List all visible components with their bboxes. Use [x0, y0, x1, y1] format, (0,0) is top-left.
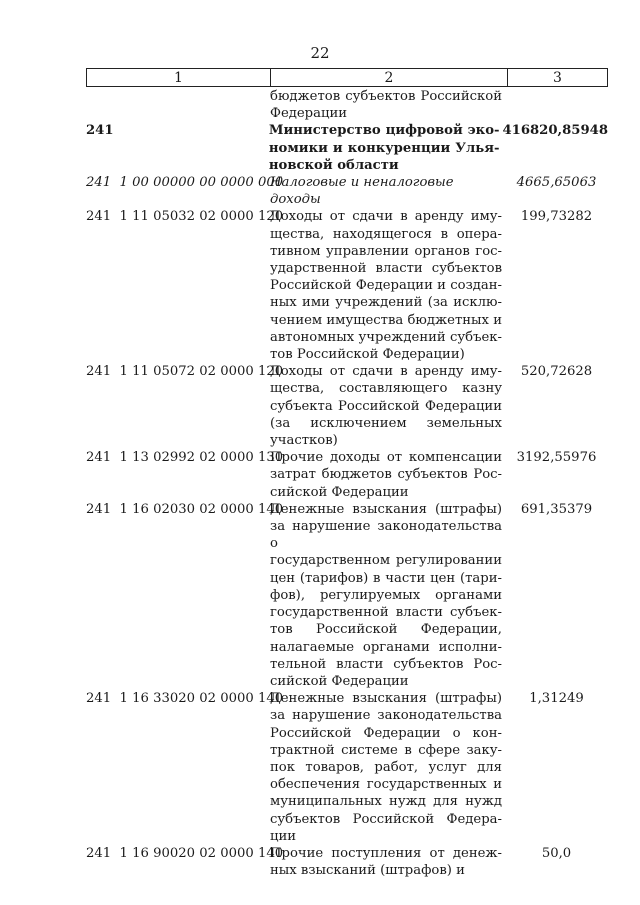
- table-row: [86, 208, 608, 363]
- description-line: Прочие доходы от компенсации: [270, 450, 502, 466]
- amount-cell: 50,0: [541, 845, 572, 861]
- table-header-row: [86, 68, 608, 87]
- description-line: Российской Федерации о кон-: [270, 725, 502, 741]
- amount-cell: 416820,85948: [502, 123, 608, 139]
- description-cell: [269, 690, 505, 845]
- description-cell: [269, 501, 505, 690]
- description-line: тов Российской Федерации): [270, 347, 465, 363]
- budget-code-cell: 241 1 13 02992 02 0000 130: [86, 450, 284, 466]
- table-row: [86, 845, 608, 879]
- description-line: за нарушение законодательства: [270, 708, 502, 724]
- description-line: налагаемые органами исполни-: [270, 639, 502, 655]
- description-line: Денежные взыскания (штрафы): [270, 501, 502, 517]
- table-body: [86, 88, 608, 879]
- budget-code-cell: 241 1 16 02030 02 0000 140: [86, 501, 284, 517]
- description-line: щества, находящегося в опера-: [270, 226, 502, 242]
- budget-code-cell: 241 1 11 05032 02 0000 120: [86, 209, 284, 225]
- description-line: субъектов Российской Федера-: [270, 811, 502, 827]
- description-line: сийской Федерации: [270, 484, 409, 500]
- description-line: фов), регулируемых органами: [270, 587, 502, 603]
- amount-cell: 691,35379: [520, 501, 593, 517]
- description-line: цен (тарифов) в части цен (тари-: [270, 570, 502, 586]
- description-line: Денежные взыскания (штрафы): [270, 691, 502, 707]
- budget-code-cell: 241 1 16 90020 02 0000 140: [86, 845, 284, 861]
- header-col-3: 3: [553, 69, 562, 86]
- description-line: тельной власти субъектов Рос-: [270, 656, 502, 672]
- description-line: затрат бюджетов субъектов Рос-: [270, 467, 502, 483]
- description-line: тивном управлении органов гос-: [270, 243, 502, 259]
- description-line: Налоговые и неналоговые доходы: [270, 175, 454, 208]
- description-line: за нарушение законодательства о: [270, 519, 502, 552]
- amount-cell: [505, 88, 608, 122]
- description-cell: [269, 845, 505, 879]
- description-line: трактной системе в сфере заку-: [270, 742, 502, 758]
- amount-cell: 199,73282: [520, 209, 593, 225]
- description-line: автономных учреждений субъек-: [270, 329, 502, 345]
- description-line: ных взысканий (штрафов) и: [270, 863, 465, 879]
- budget-code-cell: 241: [86, 123, 114, 139]
- description-cell: [269, 174, 505, 208]
- description-line: участков): [270, 433, 338, 449]
- header-col-1: 1: [87, 69, 271, 86]
- description-line: государственной власти субъек-: [270, 605, 502, 621]
- budget-code-cell: 241 1 11 05072 02 0000 120: [86, 364, 284, 380]
- description-line: ных ими учреждений (за исклю-: [270, 295, 502, 311]
- description-line: Министерство цифровой эко-: [268, 123, 500, 139]
- description-line: Доходы от сдачи в аренду иму-: [270, 364, 502, 380]
- amount-cell: 520,72628: [520, 364, 593, 380]
- description-line: субъекта Российской Федерации: [270, 398, 502, 414]
- description-line: Федерации: [270, 106, 348, 122]
- table-row: [86, 449, 608, 501]
- table-row: [86, 501, 608, 690]
- description-line: сийской Федерации: [270, 673, 409, 689]
- description-line: тов Российской Федерации,: [270, 622, 502, 638]
- budget-code-cell: [86, 88, 269, 122]
- description-cell: [269, 88, 505, 122]
- amount-cell: 1,31249: [529, 691, 584, 707]
- description-cell: [269, 208, 505, 363]
- description-line: Прочие поступления от денеж-: [270, 845, 502, 861]
- description-line: ции: [270, 828, 297, 844]
- table-row: [86, 174, 608, 208]
- description-line: бюджетов субъектов Российской: [270, 89, 502, 104]
- table-row: [86, 88, 608, 122]
- description-cell: [269, 363, 505, 449]
- description-cell: [269, 449, 505, 501]
- description-line: чением имущества бюджетных и: [270, 312, 502, 328]
- header-col-2: 2: [271, 69, 508, 86]
- page-number: 22: [310, 44, 330, 62]
- description-line: (за исключением земельных: [270, 415, 502, 431]
- budget-code-cell: 241 1 16 33020 02 0000 140: [86, 691, 284, 707]
- description-line: Российской Федерации и создан-: [270, 278, 502, 294]
- description-cell: [268, 122, 503, 174]
- table-row: [86, 363, 608, 449]
- budget-code-cell: 241 1 00 00000 00 0000 000: [86, 175, 284, 191]
- description-line: новской области: [268, 157, 399, 173]
- amount-cell: 4665,65063: [516, 175, 597, 191]
- description-line: обеспечения государственных и: [270, 777, 502, 793]
- description-line: номики и конкуренции Улья-: [268, 140, 500, 156]
- description-line: пок товаров, работ, услуг для: [270, 759, 502, 775]
- amount-cell: 3192,55976: [516, 450, 597, 466]
- table-row: [86, 690, 608, 845]
- description-line: государственном регулировании: [270, 553, 502, 569]
- description-line: щества, составляющего казну: [270, 381, 502, 397]
- description-line: Доходы от сдачи в аренду иму-: [270, 209, 502, 225]
- description-line: муниципальных нужд для нужд: [270, 794, 502, 810]
- description-line: ударственной власти субъектов: [270, 261, 502, 277]
- table-row: [86, 122, 608, 174]
